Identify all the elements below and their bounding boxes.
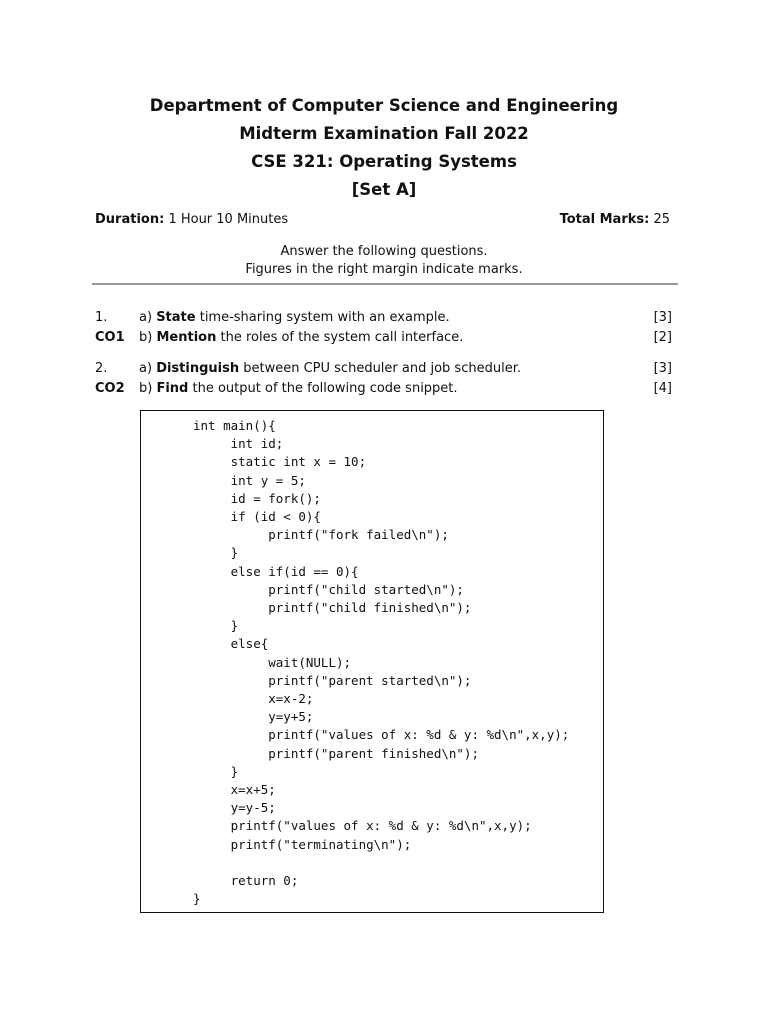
part-prefix: b) — [139, 381, 153, 396]
question-text — [139, 379, 648, 399]
duration-label: Duration: — [95, 212, 165, 227]
part-prefix: b) — [139, 330, 153, 345]
part-verb: Distinguish — [156, 361, 240, 376]
part-marks: [3] — [653, 310, 672, 325]
part-verb: State — [156, 310, 196, 325]
question-number: 2. — [95, 361, 108, 376]
part-prefix: a) — [139, 310, 153, 325]
question-part — [95, 328, 672, 348]
part-marks: [3] — [653, 361, 672, 376]
part-text: the output of the following code snippet. — [192, 381, 458, 396]
set-label: [Set A] — [351, 180, 417, 199]
exam-meta — [95, 212, 670, 227]
part-text: between CPU scheduler and job scheduler. — [243, 361, 521, 376]
question-text — [139, 308, 648, 328]
exam-header — [0, 92, 768, 204]
total-marks — [560, 212, 670, 227]
part-prefix: a) — [139, 361, 153, 376]
question-part — [95, 379, 672, 399]
duration-value: 1 Hour 10 Minutes — [168, 212, 289, 227]
question-part — [95, 308, 672, 328]
duration — [95, 212, 288, 227]
instructions — [0, 243, 768, 279]
part-verb: Mention — [156, 330, 217, 345]
question-part — [95, 359, 672, 379]
part-marks: [4] — [653, 381, 672, 396]
question-1 — [95, 308, 672, 348]
part-verb: Find — [156, 381, 189, 396]
code-snippet: int main(){ int id; static int x = 10; int y = 5; id = fork(); if (id < 0){ printf("fork failed\n"); } else if(id == 0){ printf("child started\n"); printf("child finished\n"); } else{ wait(NULL); printf("parent started\n"); x=x-2; y=y+5; printf("values of x: %d & y: %d\n",x,y); printf("parent finished\n"); } x=x+5; y=y-5; printf("values of x: %d & y: %d\n",x,y); printf("terminating\n"); return 0; } — [193, 418, 570, 907]
part-text: the roles of the system call interface. — [220, 330, 464, 345]
instruction-line: Answer the following questions. — [280, 244, 488, 259]
course-outcome: CO1 — [95, 330, 125, 345]
course-outcome: CO2 — [95, 381, 125, 396]
exam-title: Midterm Examination Fall 2022 — [239, 124, 529, 143]
divider — [92, 283, 678, 285]
code-snippet-box — [140, 410, 604, 913]
part-text: time-sharing system with an example. — [199, 310, 450, 325]
instruction-line: Figures in the right margin indicate marks. — [245, 262, 523, 277]
total-marks-value: 25 — [653, 212, 670, 227]
question-text — [139, 359, 648, 379]
course-title: CSE 321: Operating Systems — [251, 152, 517, 171]
question-text — [139, 328, 648, 348]
part-marks: [2] — [653, 330, 672, 345]
department-title: Department of Computer Science and Engineering — [149, 96, 619, 115]
question-number: 1. — [95, 310, 108, 325]
total-marks-label: Total Marks: — [559, 212, 650, 227]
question-2 — [95, 359, 672, 399]
